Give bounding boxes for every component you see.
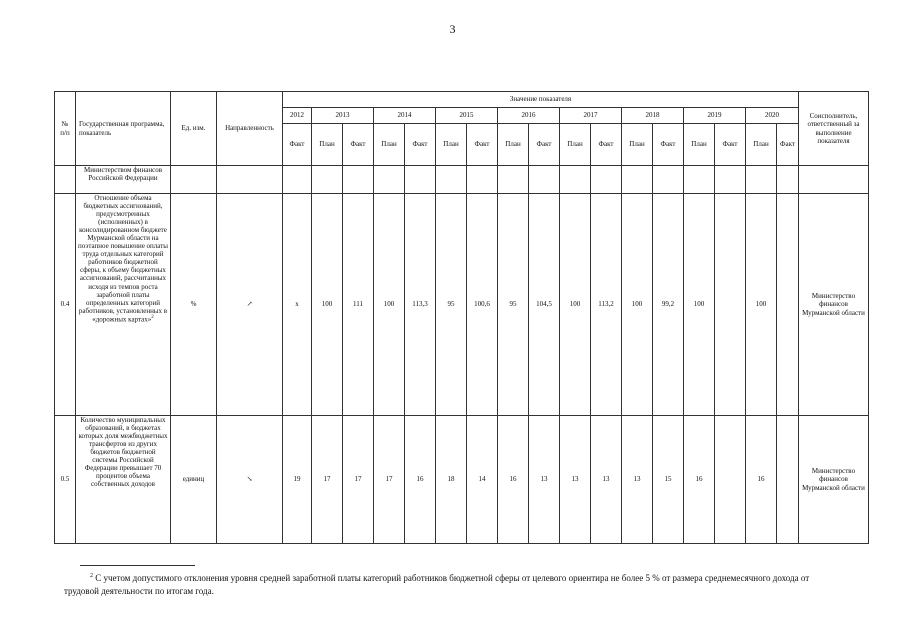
sub-plan: План [436,124,467,166]
table-row [55,166,869,194]
value-cell: 100 [746,194,777,416]
arrow-up-right-icon: ↗ [217,194,283,416]
value-cell: 17 [343,416,374,544]
sub-plan: План [746,124,777,166]
header-responsible: Соисполнитель, ответственный за выполнение показателя [799,92,869,166]
table-row [55,194,869,416]
year-2013: 2013 [312,108,374,124]
value-cell [529,166,560,194]
row-direction [217,166,283,194]
footnote-separator [80,565,195,566]
row-num: 0.4 [55,194,76,416]
header-direction: Направленность [217,92,283,166]
value-cell [343,166,374,194]
row-name-text: Отношение объема бюджетных ассигнований, предусмотренных (исполненных) в консолидированном бюджете Мурманской области на поэтапное повышение оплаты труда отдельных категорий работников бюджетной сферы, к объему бюджетных ассигнований, рассчитанных исходя из темпов роста заработной платы определенных категорий работников, установленных в «дорожных картах» [78,194,168,324]
value-cell: 16 [684,416,715,544]
footnote-ref: 2 [151,314,154,320]
sub-fact: Факт [343,124,374,166]
value-cell [622,166,653,194]
header-num-text: № п/п [60,120,70,137]
value-cell: 16 [498,416,529,544]
sub-plan: План [684,124,715,166]
row-name [76,194,171,416]
value-cell [498,166,529,194]
value-cell [777,194,799,416]
sub-plan: План [498,124,529,166]
sub-plan: План [374,124,405,166]
year-2014: 2014 [374,108,436,124]
value-cell: 111 [343,194,374,416]
value-cell [684,166,715,194]
sub-fact: Факт [283,124,312,166]
value-cell: 95 [436,194,467,416]
header-unit: Ед. изм. [171,92,217,166]
value-cell: 113,3 [405,194,436,416]
value-cell [436,166,467,194]
row-unit: % [171,194,217,416]
sub-fact: Факт [777,124,799,166]
value-cell [746,166,777,194]
year-2017: 2017 [560,108,622,124]
year-2020: 2020 [746,108,799,124]
value-cell [560,166,591,194]
row-responsible: Министерство финансов Мурманской области [799,194,869,416]
footnote-text: С учетом допустимого отклонения уровня средней заработной платы категорий работников бюджетной сферы от целевого ориентира не более 5 % от размера среднемесячного дохода от трудовой деятельности по итогам года. [64,573,810,596]
row-responsible: Министерство финансов Мурманской области [799,416,869,544]
row-num: 0.5 [55,416,76,544]
value-cell: 17 [374,416,405,544]
value-cell: 16 [405,416,436,544]
value-cell: 104,5 [529,194,560,416]
footnote [64,572,824,597]
value-cell: 18 [436,416,467,544]
header-values-title: Значение показателя [283,92,799,108]
sub-plan: План [560,124,591,166]
year-2015: 2015 [436,108,498,124]
value-cell: 14 [467,416,498,544]
value-cell: 17 [312,416,343,544]
value-cell: 100 [622,194,653,416]
value-cell [777,416,799,544]
value-cell: 100 [560,194,591,416]
row-name: Министерством финансов Российской Федерации [76,166,171,194]
header-num [55,92,76,166]
year-2018: 2018 [622,108,684,124]
value-cell: 13 [560,416,591,544]
row-name: Количество муниципальных образований, в бюджетах которых доля межбюджетных трансфертов из других бюджетов бюджетной системы Российской Федерации превышает 70 процентов объема собственных доходов [76,416,171,544]
value-cell [374,166,405,194]
sub-fact: Факт [405,124,436,166]
value-cell: 13 [591,416,622,544]
value-cell: 100 [312,194,343,416]
value-cell: 16 [746,416,777,544]
value-cell [715,416,746,544]
value-cell: 95 [498,194,529,416]
value-cell: 113,2 [591,194,622,416]
value-cell [777,166,799,194]
value-cell [312,166,343,194]
value-cell [405,166,436,194]
value-cell: 13 [622,416,653,544]
value-cell: 100,6 [467,194,498,416]
row-unit [171,166,217,194]
value-cell [715,194,746,416]
value-cell: x [283,194,312,416]
value-cell [283,166,312,194]
sub-plan: План [622,124,653,166]
sub-fact: Факт [591,124,622,166]
arrow-down-right-icon: ↘ [217,416,283,544]
value-cell [591,166,622,194]
year-2016: 2016 [498,108,560,124]
sub-fact: Факт [653,124,684,166]
indicators-table [54,91,869,544]
value-cell: 19 [283,416,312,544]
sub-fact: Факт [529,124,560,166]
sub-plan: План [312,124,343,166]
value-cell [467,166,498,194]
value-cell [715,166,746,194]
value-cell: 100 [684,194,715,416]
value-cell: 100 [374,194,405,416]
value-cell: 15 [653,416,684,544]
value-cell: 13 [529,416,560,544]
sub-fact: Факт [715,124,746,166]
row-responsible [799,166,869,194]
value-cell [653,166,684,194]
sub-fact: Факт [467,124,498,166]
year-2012: 2012 [283,108,312,124]
value-cell: 99,2 [653,194,684,416]
table-row [55,416,869,544]
footnote-mark: 2 [90,573,93,579]
page-number: 3 [449,22,456,36]
header-program: Государственная программа, показатель [76,92,171,166]
row-unit: единиц [171,416,217,544]
year-2019: 2019 [684,108,746,124]
row-num [55,166,76,194]
